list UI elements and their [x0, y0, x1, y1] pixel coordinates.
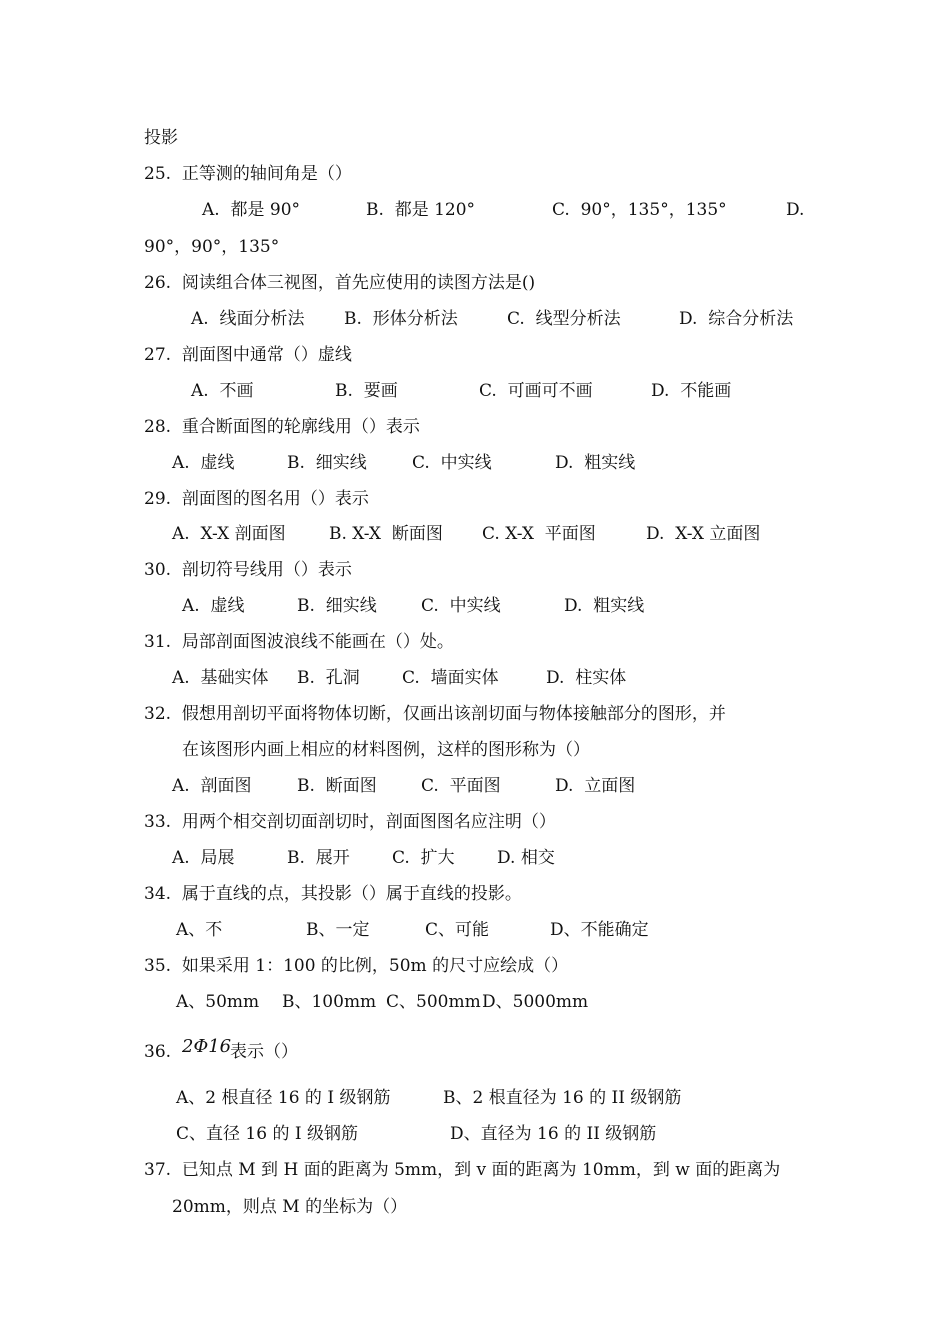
- option-31-d: D. 柱实体: [546, 668, 627, 688]
- option-30-d: D. 粗实线: [564, 596, 645, 616]
- question-36-text: 表示（）: [230, 1042, 298, 1062]
- option-29-a: A. X-X 剖面图: [172, 524, 286, 544]
- option-36-b: B、2 根直径为 16 的 II 级钢筋: [443, 1088, 682, 1108]
- question-34: 34. 属于直线的点，其投影（）属于直线的投影。: [144, 884, 522, 904]
- option-34-b: B、一定: [306, 920, 370, 940]
- option-36-a: A、2 根直径 16 的 I 级钢筋: [176, 1088, 391, 1108]
- option-33-d: D. 相交: [497, 848, 555, 868]
- question-32: 32. 假想用剖切平面将物体切断，仅画出该剖切面与物体接触部分的图形，并: [144, 704, 726, 724]
- option-25-d-value: 90°，90°，135°: [144, 237, 280, 257]
- question-32-line2: 在该图形内画上相应的材料图例，这样的图形称为（）: [182, 740, 590, 760]
- question-27: 27. 剖面图中通常（）虚线: [144, 345, 352, 365]
- option-34-c: C、可能: [425, 920, 490, 940]
- option-32-c: C. 平面图: [421, 776, 501, 796]
- option-29-d: D. X-X 立面图: [646, 524, 761, 544]
- question-37: 37. 已知点 M 到 H 面的距离为 5mm，到 v 面的距离为 10mm，到 w 面的距离为: [144, 1160, 781, 1180]
- option-27-a: A. 不画: [191, 381, 254, 401]
- option-35-a: A、50mm: [176, 992, 260, 1012]
- question-29: 29. 剖面图的图名用（）表示: [144, 489, 369, 509]
- option-36-c: C、直径 16 的 I 级钢筋: [176, 1124, 358, 1144]
- option-27-c: C. 可画可不画: [479, 381, 593, 401]
- option-28-c: C. 中实线: [412, 453, 492, 473]
- option-30-b: B. 细实线: [297, 596, 377, 616]
- question-28: 28. 重合断面图的轮廓线用（）表示: [144, 417, 420, 437]
- option-34-a: A、不: [176, 920, 223, 940]
- question-25: 25. 正等测的轴间角是（）: [144, 164, 352, 184]
- option-30-c: C. 中实线: [421, 596, 501, 616]
- option-26-c: C. 线型分析法: [507, 309, 621, 329]
- option-27-d: D. 不能画: [651, 381, 732, 401]
- option-27-b: B. 要画: [335, 381, 398, 401]
- question-31: 31. 局部剖面图波浪线不能画在（）处。: [144, 632, 454, 652]
- continuation-text: 投影: [144, 128, 178, 148]
- option-29-b: B. X-X 断面图: [329, 524, 443, 544]
- option-33-c: C. 扩大: [392, 848, 455, 868]
- option-34-d: D、不能确定: [550, 920, 649, 940]
- option-28-d: D. 粗实线: [555, 453, 636, 473]
- option-33-b: B. 展开: [287, 848, 350, 868]
- option-26-d: D. 综合分析法: [679, 309, 794, 329]
- option-32-a: A. 剖面图: [172, 776, 252, 796]
- option-35-c: C、500mm: [386, 992, 481, 1012]
- option-26-a: A. 线面分析法: [191, 309, 305, 329]
- option-35-d: D、5000mm: [482, 992, 589, 1012]
- question-35: 35. 如果采用 1：100 的比例，50m 的尺寸应绘成（）: [144, 956, 569, 976]
- option-25-b: B. 都是 120°: [366, 200, 476, 220]
- option-35-b: B、100mm: [282, 992, 377, 1012]
- option-25-d: D.: [786, 200, 805, 220]
- question-37-line2: 20mm，则点 M 的坐标为（）: [172, 1197, 408, 1217]
- question-26: 26. 阅读组合体三视图，首先应使用的读图方法是(): [144, 273, 536, 293]
- question-36-formula: 2Φ16: [182, 1036, 232, 1057]
- question-30: 30. 剖切符号线用（）表示: [144, 560, 352, 580]
- option-28-a: A. 虚线: [172, 453, 235, 473]
- option-28-b: B. 细实线: [287, 453, 367, 473]
- option-30-a: A. 虚线: [182, 596, 245, 616]
- option-31-b: B. 孔洞: [297, 668, 360, 688]
- option-29-c: C. X-X 平面图: [482, 524, 596, 544]
- question-36-number: 36.: [144, 1042, 172, 1062]
- option-31-a: A. 基础实体: [172, 668, 269, 688]
- option-26-b: B. 形体分析法: [344, 309, 458, 329]
- question-33: 33. 用两个相交剖切面剖切时，剖面图图名应注明（）: [144, 812, 556, 832]
- option-36-d: D、直径为 16 的 II 级钢筋: [450, 1124, 657, 1144]
- option-31-c: C. 墙面实体: [402, 668, 499, 688]
- option-25-c: C. 90°，135°，135°: [552, 200, 727, 220]
- option-25-a: A. 都是 90°: [202, 200, 301, 220]
- option-33-a: A. 局展: [172, 848, 235, 868]
- option-32-b: B. 断面图: [297, 776, 377, 796]
- option-32-d: D. 立面图: [555, 776, 636, 796]
